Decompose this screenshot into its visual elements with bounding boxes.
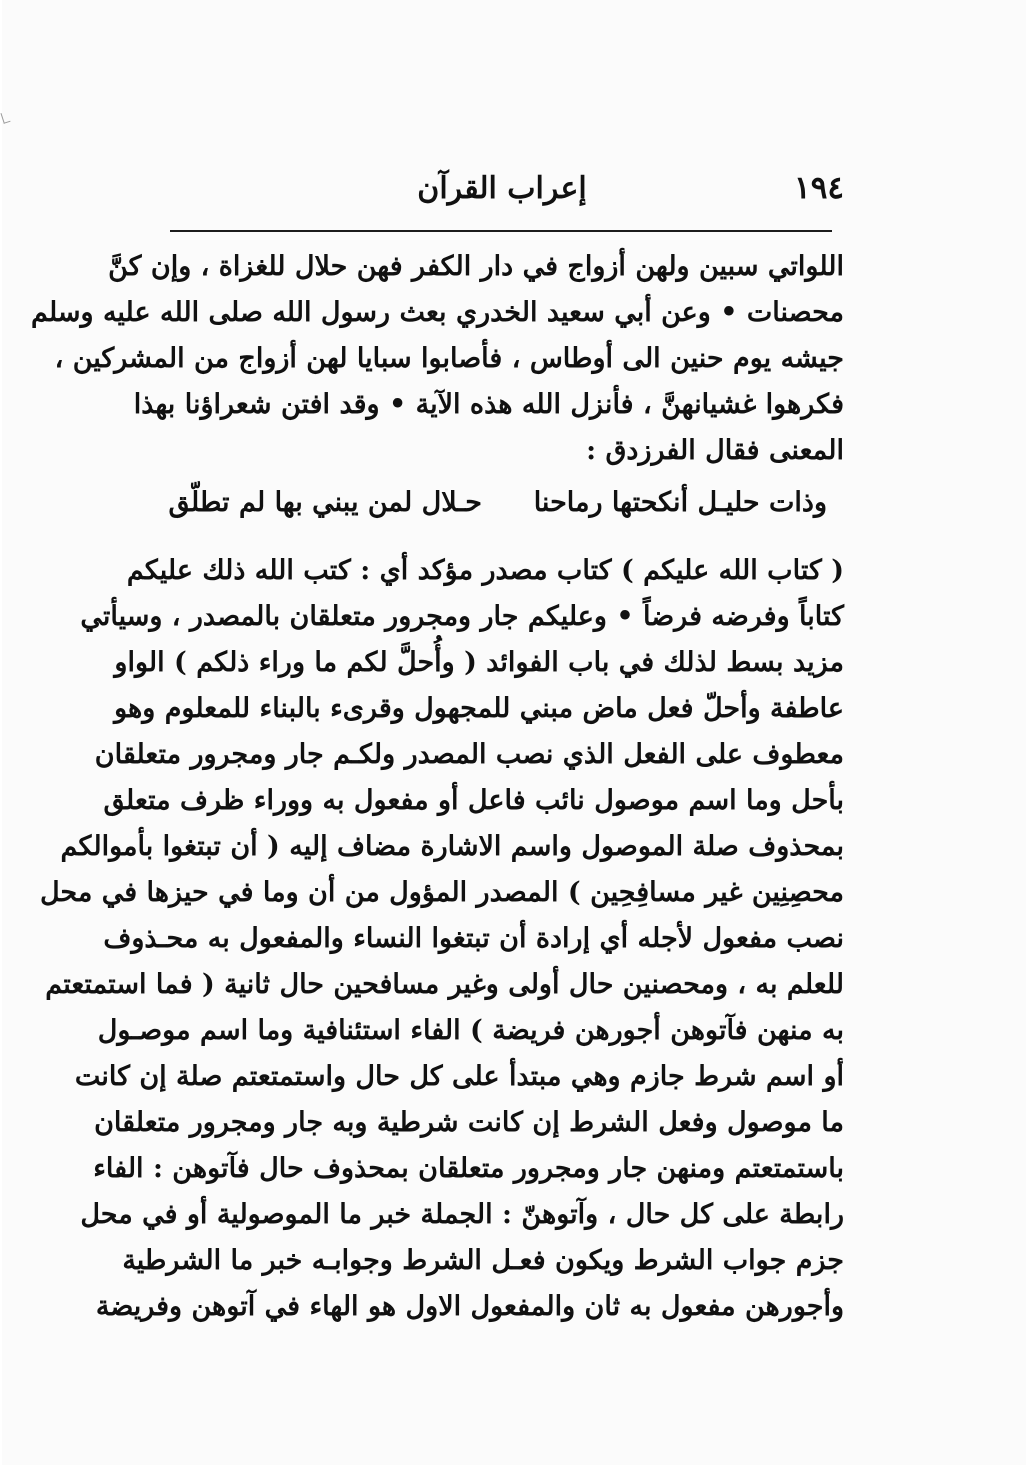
text-line: مزيد بسط لذلك في باب الفوائد ( وأُحلَّ لكم ما وراء ذلكم ) الواو [114,647,844,678]
text-line: رابطة على كل حال ، وآتوهنّ : الجملة خبر ما الموصولية أو في محل [80,1199,844,1230]
second-hemistich: حـلال لمن يبني بها لم تطلّق [168,487,482,518]
text-line: للعلم به ، ومحصنين حال أولى وغير مسافحين حال ثانية ( فما استمتعتم [45,969,844,1000]
text-line: أو اسم شرط جازم وهي مبتدأ على كل حال واستمتعتم صلة إن كانت [74,1061,844,1092]
text-line: جيشه يوم حنين الى أوطاس ، فأصابوا سبايا لهن أزواج من المشركين ، [54,343,844,374]
text-line: فكرهوا غشيانهنَّ ، فأنزل الله هذه الآية • وقد افتن شعراؤنا بهذا [133,389,844,420]
text-line: باستمتعتم ومنهن جار ومجرور متعلقان بمحذوف حال فآتوهن : الفاء [93,1153,844,1184]
text-line: به منهن فآتوهن أجورهن فريضة ) الفاء استئنافية وما اسم موصـول [97,1015,844,1046]
text-line: عاطفة وأحلّ فعل ماض مبني للمجهول وقرىء بالبناء للمعلوم وهو [114,693,844,724]
text-line: وأجورهن مفعول به ثان والمفعول الاول هو الهاء في آتوهن وفريضة [95,1291,844,1322]
text-line: جزم جواب الشرط ويكون فعـل الشرط وجوابـه خبر ما الشرطية [122,1245,844,1276]
page-header [172,168,852,216]
header-rule [170,230,832,232]
text-line: نصب مفعول لأجله أي إرادة أن تبتغوا النساء والمفعول به محـذوف [103,923,844,954]
text-line: محصِنِين غير مسافِحِين ) المصدر المؤول من أن وما في حيزها في محل [39,877,844,908]
page-number: ١٩٤ [794,170,844,206]
scan-mark [0,111,10,124]
text-line: معطوف على الفعل الذي نصب المصدر ولكـم جار ومجرور متعلقان [94,739,844,770]
book-page [2,0,1026,1465]
text-line: اللواتي سبين ولهن أزواج في دار الكفر فهن حلال للغزاة ، وإن كنَّ [108,251,844,282]
text-line: ( كتاب الله عليكم ) كتاب مصدر مؤكد أي : كتب الله ذلك عليكم [126,555,844,586]
text-line: المعنى فقال الفرزدق : [586,435,844,466]
running-title: إعراب القرآن [417,171,587,206]
poetry-verse [168,477,827,529]
text-line: بأحل وما اسم موصول نائب فاعل أو مفعول به ووراء ظرف متعلق [103,785,844,816]
analysis-paragraph [39,548,844,1330]
text-line: بمحذوف صلة الموصول واسم الاشارة مضاف إليه ( أن تبتغوا بأموالكم [60,831,844,862]
text-line: ما موصول وفعل الشرط إن كانت شرطية وبه جار ومجرور متعلقان [94,1107,844,1138]
text-line: كتاباً وفرضه فرضاً • وعليكم جار ومجرور متعلقان بالمصدر ، وسيأتي [80,601,844,632]
intro-paragraph [30,244,844,474]
first-hemistich: وذات حليـل أنكحتها رماحنا [533,487,827,518]
text-line: محصنات • وعن أبي سعيد الخدري بعث رسول الله صلى الله عليه وسلم [30,297,844,328]
